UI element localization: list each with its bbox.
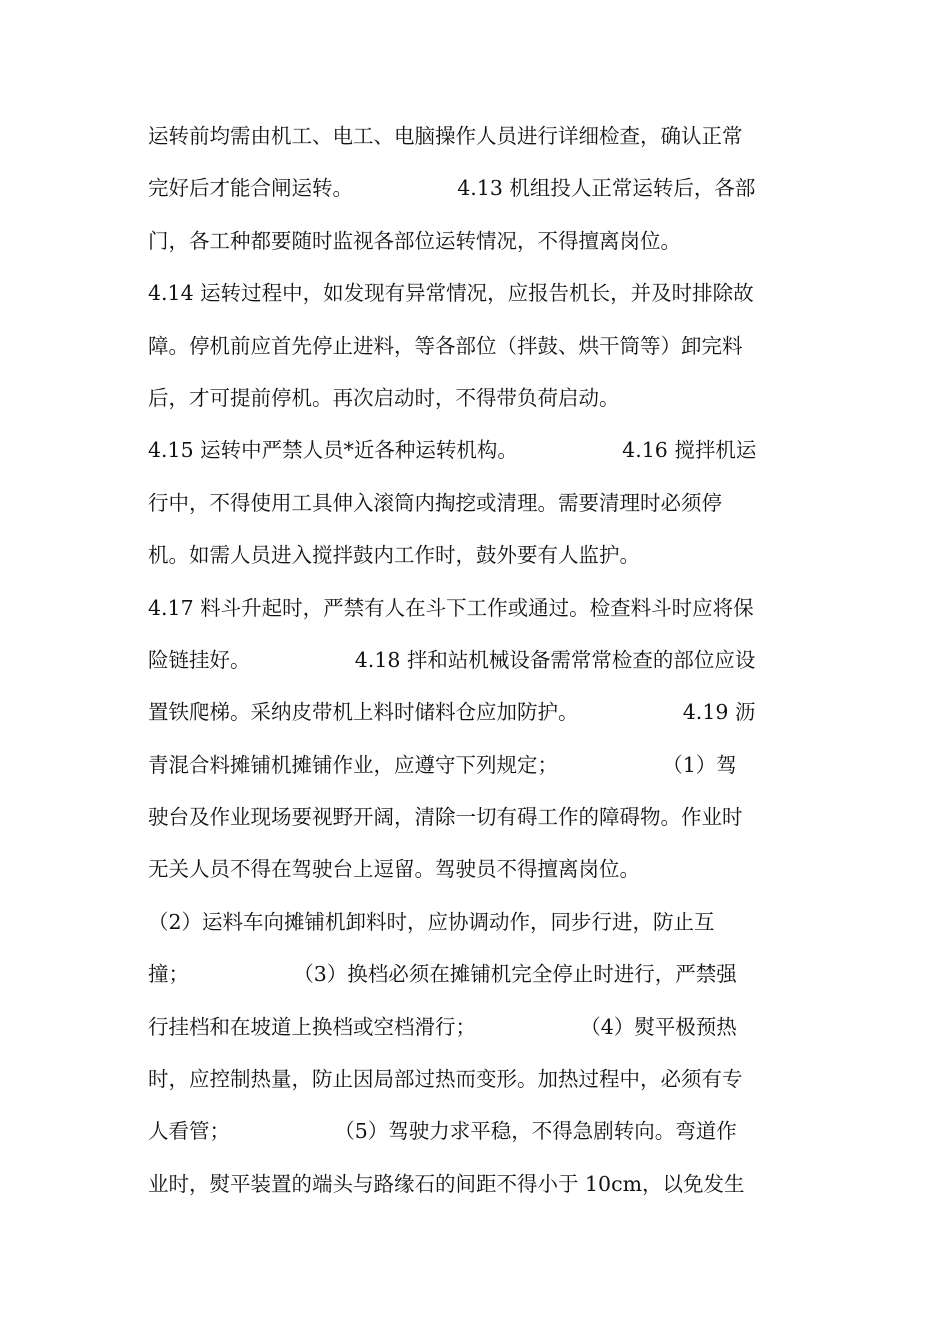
text-line: （2）运料车向摊铺机卸料时，应协调动作，同步行进，防止互 <box>148 909 715 934</box>
text-line: 无关人员不得在驾驶台上逗留。驾驶员不得擅离岗位。 <box>148 857 640 882</box>
text-line: 4.17 料斗升起时，严禁有人在斗下工作或通过。检查料斗时应将保 <box>148 595 754 620</box>
text-line: 险链挂好。 4.18 拌和站机械设备需常常检查的部位应设 <box>148 647 756 672</box>
text-line: 青混合料摊铺机摊铺作业，应遵守下列规定； （1）驾 <box>148 752 737 777</box>
text-line: 门，各工种都要随时监视各部位运转情况，不得擅离岗位。 <box>148 228 681 253</box>
text-line: 人看管； （5）驾驶力求平稳，不得急剧转向。弯道作 <box>148 1119 737 1144</box>
text-line: 4.14 运转过程中，如发现有异常情况，应报告机长，并及时排除故 <box>148 281 754 306</box>
text-line: 4.15 运转中严禁人员*近各种运转机构。 4.16 搅拌机运 <box>148 438 757 463</box>
text-line: 撞； （3）换档必须在摊铺机完全停止时进行，严禁强 <box>148 962 737 987</box>
text-line: 行中，不得使用工具伸入滚筒内掏挖或清理。需要清理时必须停 <box>148 490 722 515</box>
text-line: 机。如需人员进入搅拌鼓内工作时，鼓外要有人监护。 <box>148 543 640 568</box>
body-text <box>148 110 803 1210</box>
text-line: 运转前均需由机工、电工、电脑操作人员进行详细检查，确认正常 <box>148 124 743 148</box>
text-line: 完好后才能合闸运转。 4.13 机组投人正常运转后，各部 <box>148 176 756 201</box>
text-line: 置铁爬梯。采纳皮带机上料时储料仓应加防护。 4.19 沥 <box>148 700 756 725</box>
text-line: 业时，熨平装置的端头与路缘石的间距不得小于 10cm，以免发生 <box>148 1171 745 1196</box>
text-line: 时，应控制热量，防止因局部过热而变形。加热过程中，必须有专 <box>148 1067 743 1092</box>
text-line: 驶台及作业现场要视野开阔，清除一切有碍工作的障碍物。作业时 <box>148 805 743 830</box>
text-line: 障。停机前应首先停止进料，等各部位（拌鼓、烘干筒等）卸完料 <box>148 333 743 358</box>
text-line: 行挂档和在坡道上换档或空档滑行； （4）熨平极预热 <box>148 1014 737 1039</box>
text-line: 后，才可提前停机。再次启动时，不得带负荷启动。 <box>148 385 620 410</box>
